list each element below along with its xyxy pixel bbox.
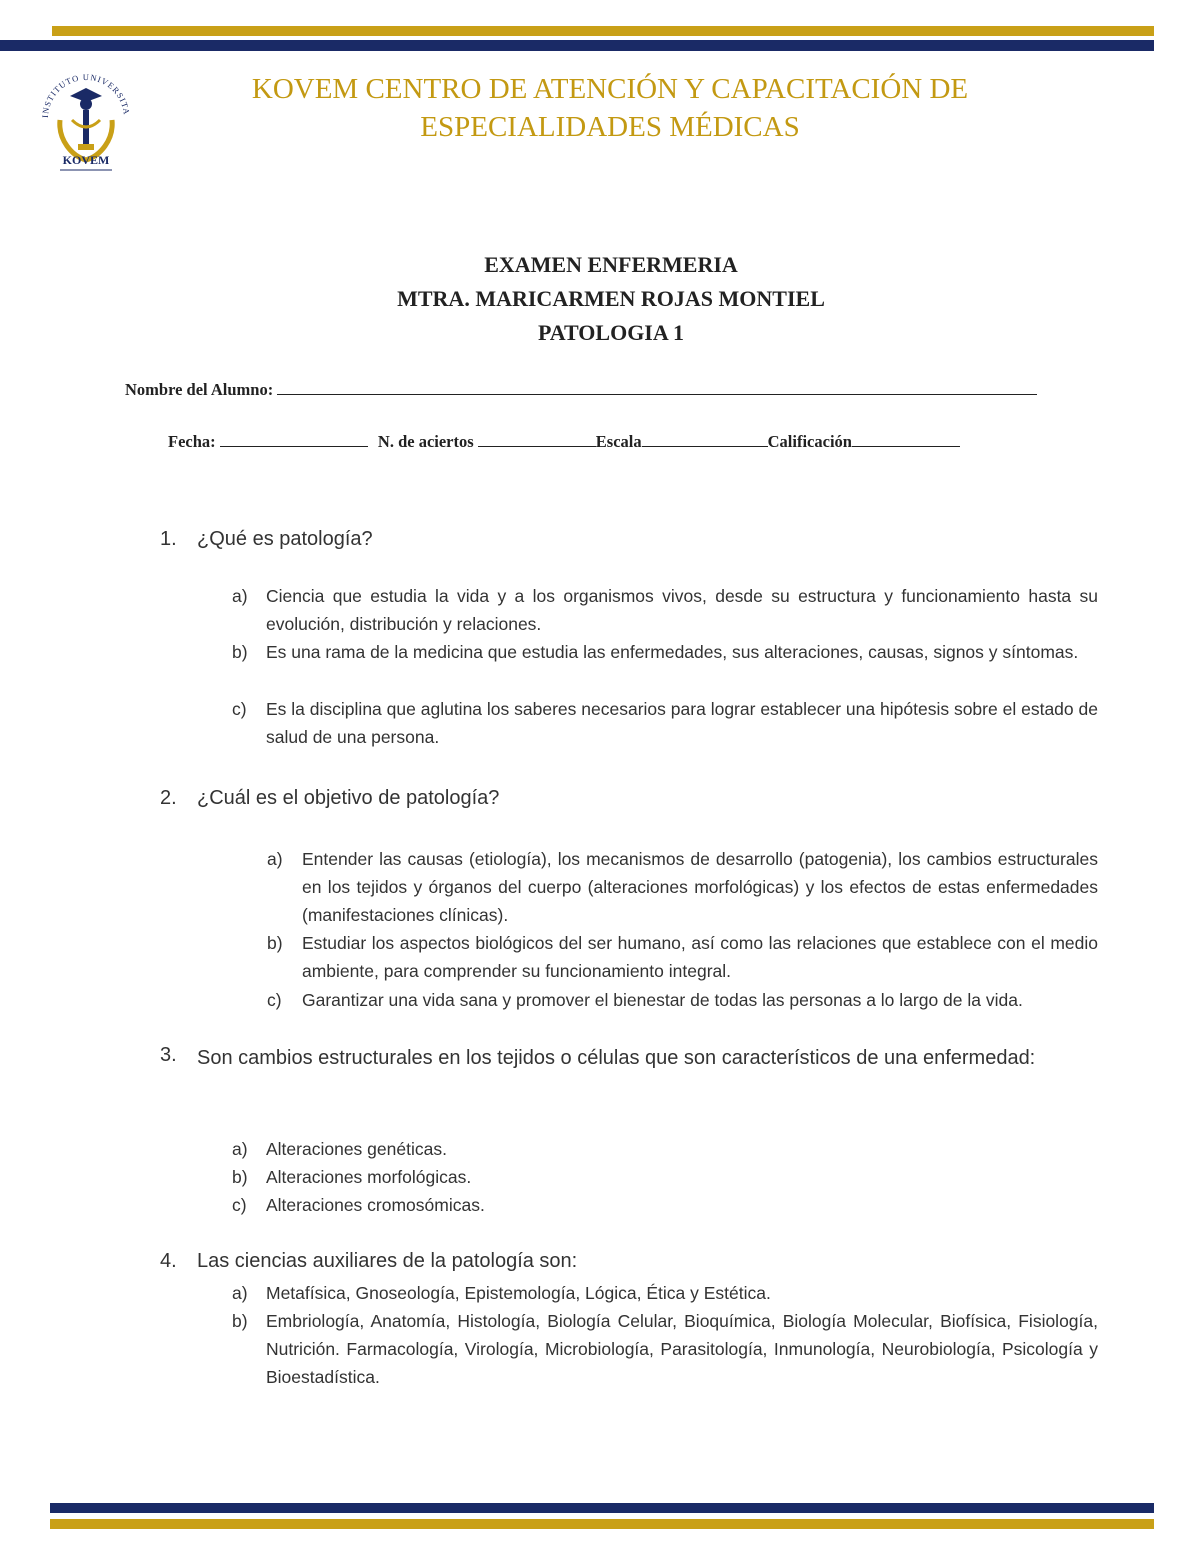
date-label: Fecha:: [168, 432, 216, 451]
org-line-2: ESPECIALIDADES MÉDICAS: [420, 111, 800, 143]
option-letter: a): [232, 586, 248, 606]
score-fields: [168, 431, 960, 452]
option-text: Es la disciplina que aglutina los saberes necesarios para lograr establecer una hipótesis sobre el estado de salud de una persona.: [266, 699, 1098, 747]
kovem-logo: [30, 60, 142, 178]
question-number: 1.: [160, 528, 177, 550]
grade-line[interactable]: [852, 431, 960, 447]
exam-title: EXAMEN ENFERMERIA: [484, 252, 738, 277]
bottom-gold-band: [50, 1519, 1154, 1529]
option-letter: a): [232, 1283, 248, 1303]
scale-label: Escala: [595, 432, 642, 451]
top-navy-band: [0, 40, 1154, 51]
organization-name: [160, 70, 1060, 146]
grade-label: Calificación: [767, 432, 852, 451]
q2-option-a[interactable]: [267, 845, 1098, 929]
question-2: [160, 787, 499, 810]
q1-option-c[interactable]: [232, 695, 1098, 751]
svg-text:INSTITUTO UNIVERSITARIO: [30, 60, 132, 118]
option-text: Alteraciones cromosómicas.: [266, 1195, 485, 1215]
student-name-line[interactable]: [277, 379, 1037, 395]
question-number: 2.: [160, 787, 177, 809]
top-gold-band: [52, 26, 1154, 36]
option-text: Estudiar los aspectos biológicos del ser humano, así como las relaciones que establece con el medio ambiente, para comprender su funcionamiento integral.: [302, 933, 1098, 981]
correct-label: N. de aciertos: [377, 432, 474, 451]
question-4: [160, 1250, 577, 1273]
option-text: Es una rama de la medicina que estudia las enfermedades, sus alteraciones, causas, signos y síntomas.: [266, 642, 1079, 662]
option-letter: b): [232, 1311, 248, 1331]
option-text: Entender las causas (etiología), los mecanismos de desarrollo (patogenia), los cambios estructurales en los tejidos y órganos del cuerpo (alteraciones morfológicas) y los efectos de estas enfermedades (manifestaciones clínicas).: [302, 849, 1098, 925]
option-letter: b): [232, 1167, 248, 1187]
question-number: 3.: [160, 1044, 177, 1066]
q2-option-c[interactable]: [267, 986, 1098, 1014]
option-letter: b): [232, 642, 248, 662]
scale-line[interactable]: [642, 431, 768, 447]
question-3-text: Son cambios estructurales en los tejidos o células que son característicos de una enfermedad:: [197, 1047, 1036, 1069]
q1-option-a[interactable]: [232, 582, 1098, 638]
q2-option-b[interactable]: [267, 929, 1098, 985]
q4-option-b[interactable]: [232, 1307, 1098, 1391]
logo-text: KOVEM: [62, 153, 110, 167]
option-letter: a): [267, 849, 283, 869]
q4-option-a[interactable]: [232, 1279, 1098, 1307]
option-letter: c): [232, 1195, 247, 1215]
teacher-name: MTRA. MARICARMEN ROJAS MONTIEL: [397, 286, 825, 311]
question-number: 4.: [160, 1250, 177, 1272]
option-text: Metafísica, Gnoseología, Epistemología, Lógica, Ética y Estética.: [266, 1283, 771, 1303]
date-line[interactable]: [220, 431, 368, 447]
student-name-field: [125, 379, 1037, 400]
bottom-navy-band: [50, 1503, 1154, 1513]
question-1: [160, 528, 373, 551]
option-text: Embriología, Anatomía, Histología, Biología Celular, Bioquímica, Biología Molecular, Biofísica, Fisiología, Nutrición. Farmacología, Virología, Microbiología, Parasitología, Inmunología, Neurobiología, Psicología y Bioestadística.: [266, 1311, 1098, 1387]
logo-ring-text: INSTITUTO UNIVERSITA: [39, 71, 132, 119]
q3-option-a[interactable]: [232, 1135, 1098, 1163]
exam-titles: [0, 248, 1200, 350]
option-text: Alteraciones genéticas.: [266, 1139, 447, 1159]
q3-option-b[interactable]: [232, 1163, 1098, 1191]
option-text: Ciencia que estudia la vida y a los organismos vivos, desde su estructura y funcionamiento hasta su evolución, distribución y relaciones.: [266, 586, 1098, 634]
org-line-1: KOVEM CENTRO DE ATENCIÓN Y CAPACITACIÓN DE: [251, 73, 969, 105]
option-text: Alteraciones morfológicas.: [266, 1167, 472, 1187]
option-letter: b): [267, 933, 283, 953]
correct-line[interactable]: [478, 431, 596, 447]
question-3-number-wrap: [160, 1044, 197, 1067]
option-text: Garantizar una vida sana y promover el bienestar de todas las personas a lo largo de la vida.: [302, 990, 1023, 1010]
option-letter: c): [267, 990, 282, 1010]
question-text: ¿Cuál es el objetivo de patología?: [197, 787, 500, 809]
subject-name: PATOLOGIA 1: [537, 320, 685, 345]
q3-option-c[interactable]: [232, 1191, 1098, 1219]
q1-option-b[interactable]: [232, 638, 1098, 666]
question-text: ¿Qué es patología?: [197, 528, 373, 550]
student-name-label: Nombre del Alumno:: [125, 380, 274, 399]
option-letter: a): [232, 1139, 248, 1159]
question-text: Las ciencias auxiliares de la patología son:: [197, 1250, 578, 1272]
option-letter: c): [232, 699, 247, 719]
